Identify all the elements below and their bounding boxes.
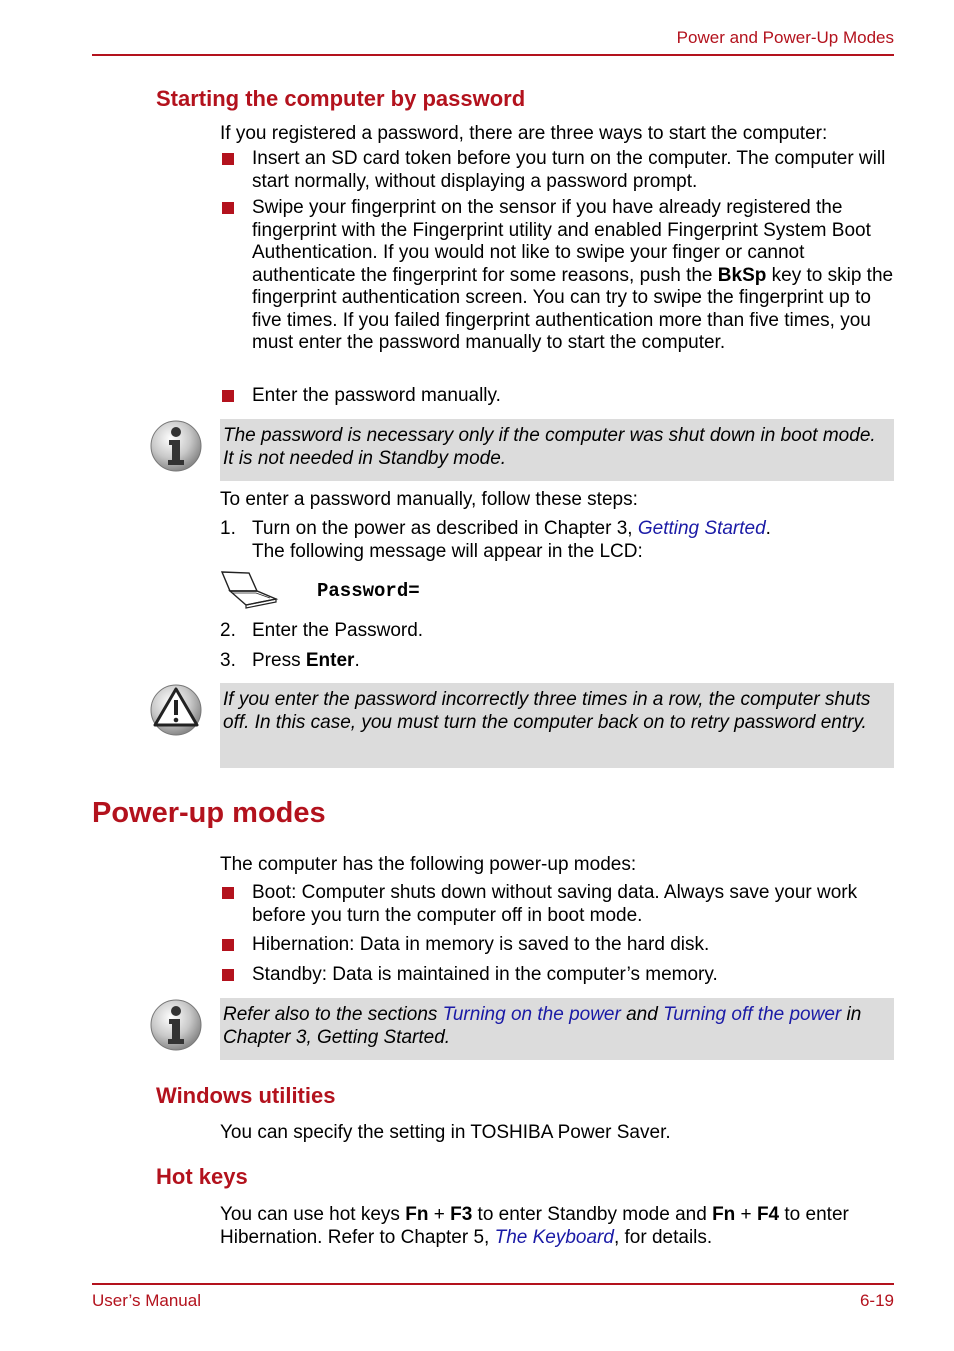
- page-number: 6-19: [859, 1291, 894, 1310]
- warning-box: If you enter the password incorrectly three times in a row, the computer shuts off. In this case, you must turn the computer back on to retry password entry.: [220, 683, 894, 768]
- lcd-message: Password=: [317, 580, 420, 602]
- link-turning-off-power[interactable]: Turning off the power: [663, 1004, 842, 1025]
- info-icon: [149, 419, 203, 473]
- list-item: Enter the password manually.: [220, 385, 894, 408]
- list-item: Insert an SD card token before you turn on the computer. The computer will start normally, without displaying a password prompt.: [220, 148, 894, 194]
- password-intro: If you registered a password, there are three ways to start the computer:: [220, 123, 828, 144]
- section-heading-powerup: Power-up modes: [92, 797, 326, 829]
- list-item: Swipe your fingerprint on the sensor if you have already registered the fingerprint with the Fingerprint utility and enabled Fingerprint System Boot Authentication. If you would not like to swipe your finger or cannot authenticate the fingerprint for some reasons, push the BkSp key to skip the fingerprint authentication screen. You can try to swipe the fingerprint up to five times. If you failed fingerprint authentication more than five times, you must enter the password manually to start the computer.: [220, 197, 894, 377]
- laptop-icon: [219, 569, 279, 609]
- list-item: Hibernation: Data in memory is saved to the hard disk.: [220, 934, 894, 957]
- list-item: Standby: Data is maintained in the computer’s memory.: [220, 964, 894, 987]
- link-turning-on-power[interactable]: Turning on the power: [442, 1004, 621, 1025]
- footer-rule: [92, 1283, 894, 1285]
- bullet-square: [222, 202, 234, 214]
- key-enter: Enter: [305, 650, 355, 671]
- running-header: Power and Power-Up Modes: [676, 28, 894, 47]
- key-f4: F4: [756, 1204, 780, 1225]
- header-rule: [92, 54, 894, 56]
- section-heading-hotkeys: Hot keys: [156, 1164, 248, 1189]
- hotkeys-text: You can use hot keys Fn + F3 to enter Standby mode and Fn + F4 to enter Hibernation. Refer to Chapter 5, The Keyboard, for details.: [220, 1204, 849, 1248]
- key-fn: Fn: [712, 1204, 736, 1225]
- link-the-keyboard[interactable]: The Keyboard: [494, 1227, 614, 1248]
- bullet-square: [222, 969, 234, 981]
- numbered-step: 1. Turn on the power as described in Chapter 3, Getting Started. The following message will appear in the LCD:: [220, 518, 771, 562]
- footer-manual-title: User’s Manual: [92, 1291, 201, 1310]
- section-heading-password: Starting the computer by password: [156, 86, 526, 111]
- list-item: Boot: Computer shuts down without saving data. Always save your work before you turn the computer off in boot mode.: [220, 882, 894, 928]
- powerup-intro: The computer has the following power-up modes:: [220, 854, 637, 875]
- warning-icon: [149, 683, 203, 737]
- note-box: The password is necessary only if the computer was shut down in boot mode. It is not needed in Standby mode.: [220, 419, 894, 481]
- info-icon: [149, 998, 203, 1052]
- key-fn: Fn: [405, 1204, 429, 1225]
- key-bksp: BkSp: [717, 264, 767, 286]
- windows-text: You can specify the setting in TOSHIBA Power Saver.: [220, 1122, 671, 1143]
- key-f3: F3: [450, 1204, 473, 1225]
- note-box: Refer also to the sections Turning on the power and Turning off the power in Chapter 3, Getting Started.: [220, 998, 894, 1060]
- bullet-square: [222, 390, 234, 402]
- link-getting-started[interactable]: Getting Started: [637, 518, 766, 539]
- steps-intro: To enter a password manually, follow these steps:: [220, 489, 638, 510]
- bullet-square: [222, 153, 234, 165]
- bullet-square: [222, 887, 234, 899]
- section-heading-windows: Windows utilities: [156, 1083, 336, 1108]
- bullet-square: [222, 939, 234, 951]
